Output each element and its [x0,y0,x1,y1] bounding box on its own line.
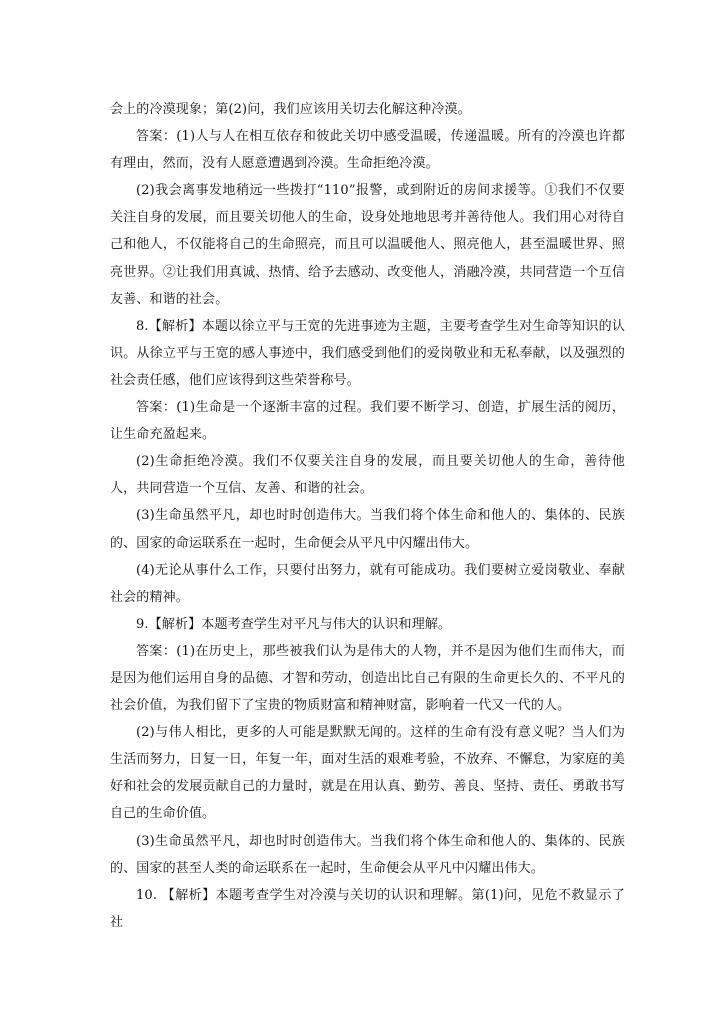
paragraph-2: 答案：(1)人与人在相互依存和彼此关切中感受温暖，传递温暖。所有的冷漠也许都有理由，然而，没有人愿意遭遇到冷漠。生命拒绝冷漠。 [110,129,625,172]
paragraph-3: (2)我会离事发地稍远一些拨打“110”报警，或到附近的房间求援等。①我们不仅要关注自身的发展，而且要关切他人的生命，设身处地地思考并善待他人。我们用心对待自己和他人，不仅能将自己的生命照亮，而且可以温暖他人、照亮他人，甚至温暖世界、照亮世界。②让我们用真诚、热情、给予去感动、改变他人，消融冷漠，共同营造一个互信友善、和谐的社会。 [110,183,625,307]
paragraph-5: 答案：(1)生命是一个逐渐丰富的过程。我们要不断学习、创造，扩展生活的阅历，让生命充盈起来。 [110,400,625,443]
document-page [110,96,625,936]
paragraph-6: (2)生命拒绝冷漠。我们不仅要关注自身的发展，而且要关切他人的生命，善待他人，共同营造一个互信、友善、和谐的社会。 [110,454,625,497]
paragraph-13: 10. 【解析】本题考查学生对冷漠与关切的认识和理解。第(1)问，见危不救显示了社 [110,887,625,930]
paragraph-12: (3)生命虽然平凡，却也时时创造伟大。当我们将个体生命和他人的、集体的、民族的、国家的甚至人类的命运联系在一起时，生命便会从平凡中闪耀出伟大。 [110,833,625,876]
paragraph-4: 8.【解析】本题以徐立平与王宽的先进事迹为主题，主要考查学生对生命等知识的认识。从徐立平与王宽的感人事迹中，我们感受到他们的爱岗敬业和无私奉献，以及强烈的社会责任感，他们应该得到这些荣誉称号。 [110,318,625,388]
paragraph-8: (4)无论从事什么工作，只要付出努力，就有可能成功。我们要树立爱岗敬业、奉献社会的精神。 [110,562,625,605]
paragraph-11: (2)与伟人相比，更多的人可能是默默无闻的。这样的生命有没有意义呢？当人们为生活而努力，日复一日，年复一年，面对生活的艰难考验，不放弃、不懈怠，为家庭的美好和社会的发展贡献自己的力量时，就是在用认真、勤劳、善良、坚持、责任、勇敢书写自己的生命价值。 [110,725,625,822]
paragraph-9: 9.【解析】本题考查学生对平凡与伟大的认识和理解。 [136,616,452,632]
paragraph-7: (3)生命虽然平凡，却也时时创造伟大。当我们将个体生命和他人的、集体的、民族的、国家的命运联系在一起时，生命便会从平凡中闪耀出伟大。 [110,508,625,551]
paragraph-10: 答案：(1)在历史上，那些被我们认为是伟大的人物，并不是因为他们生而伟大，而是因为他们运用自身的品德、才智和劳动，创造出比自己有限的生命更长久的、不平凡的社会价值，为我们留下了宝贵的物质财富和精神财富，影响着一代又一代的人。 [110,643,625,714]
paragraph-1: 会上的冷漠现象；第(2)问，我们应该用关切去化解这种冷漠。 [110,102,471,117]
